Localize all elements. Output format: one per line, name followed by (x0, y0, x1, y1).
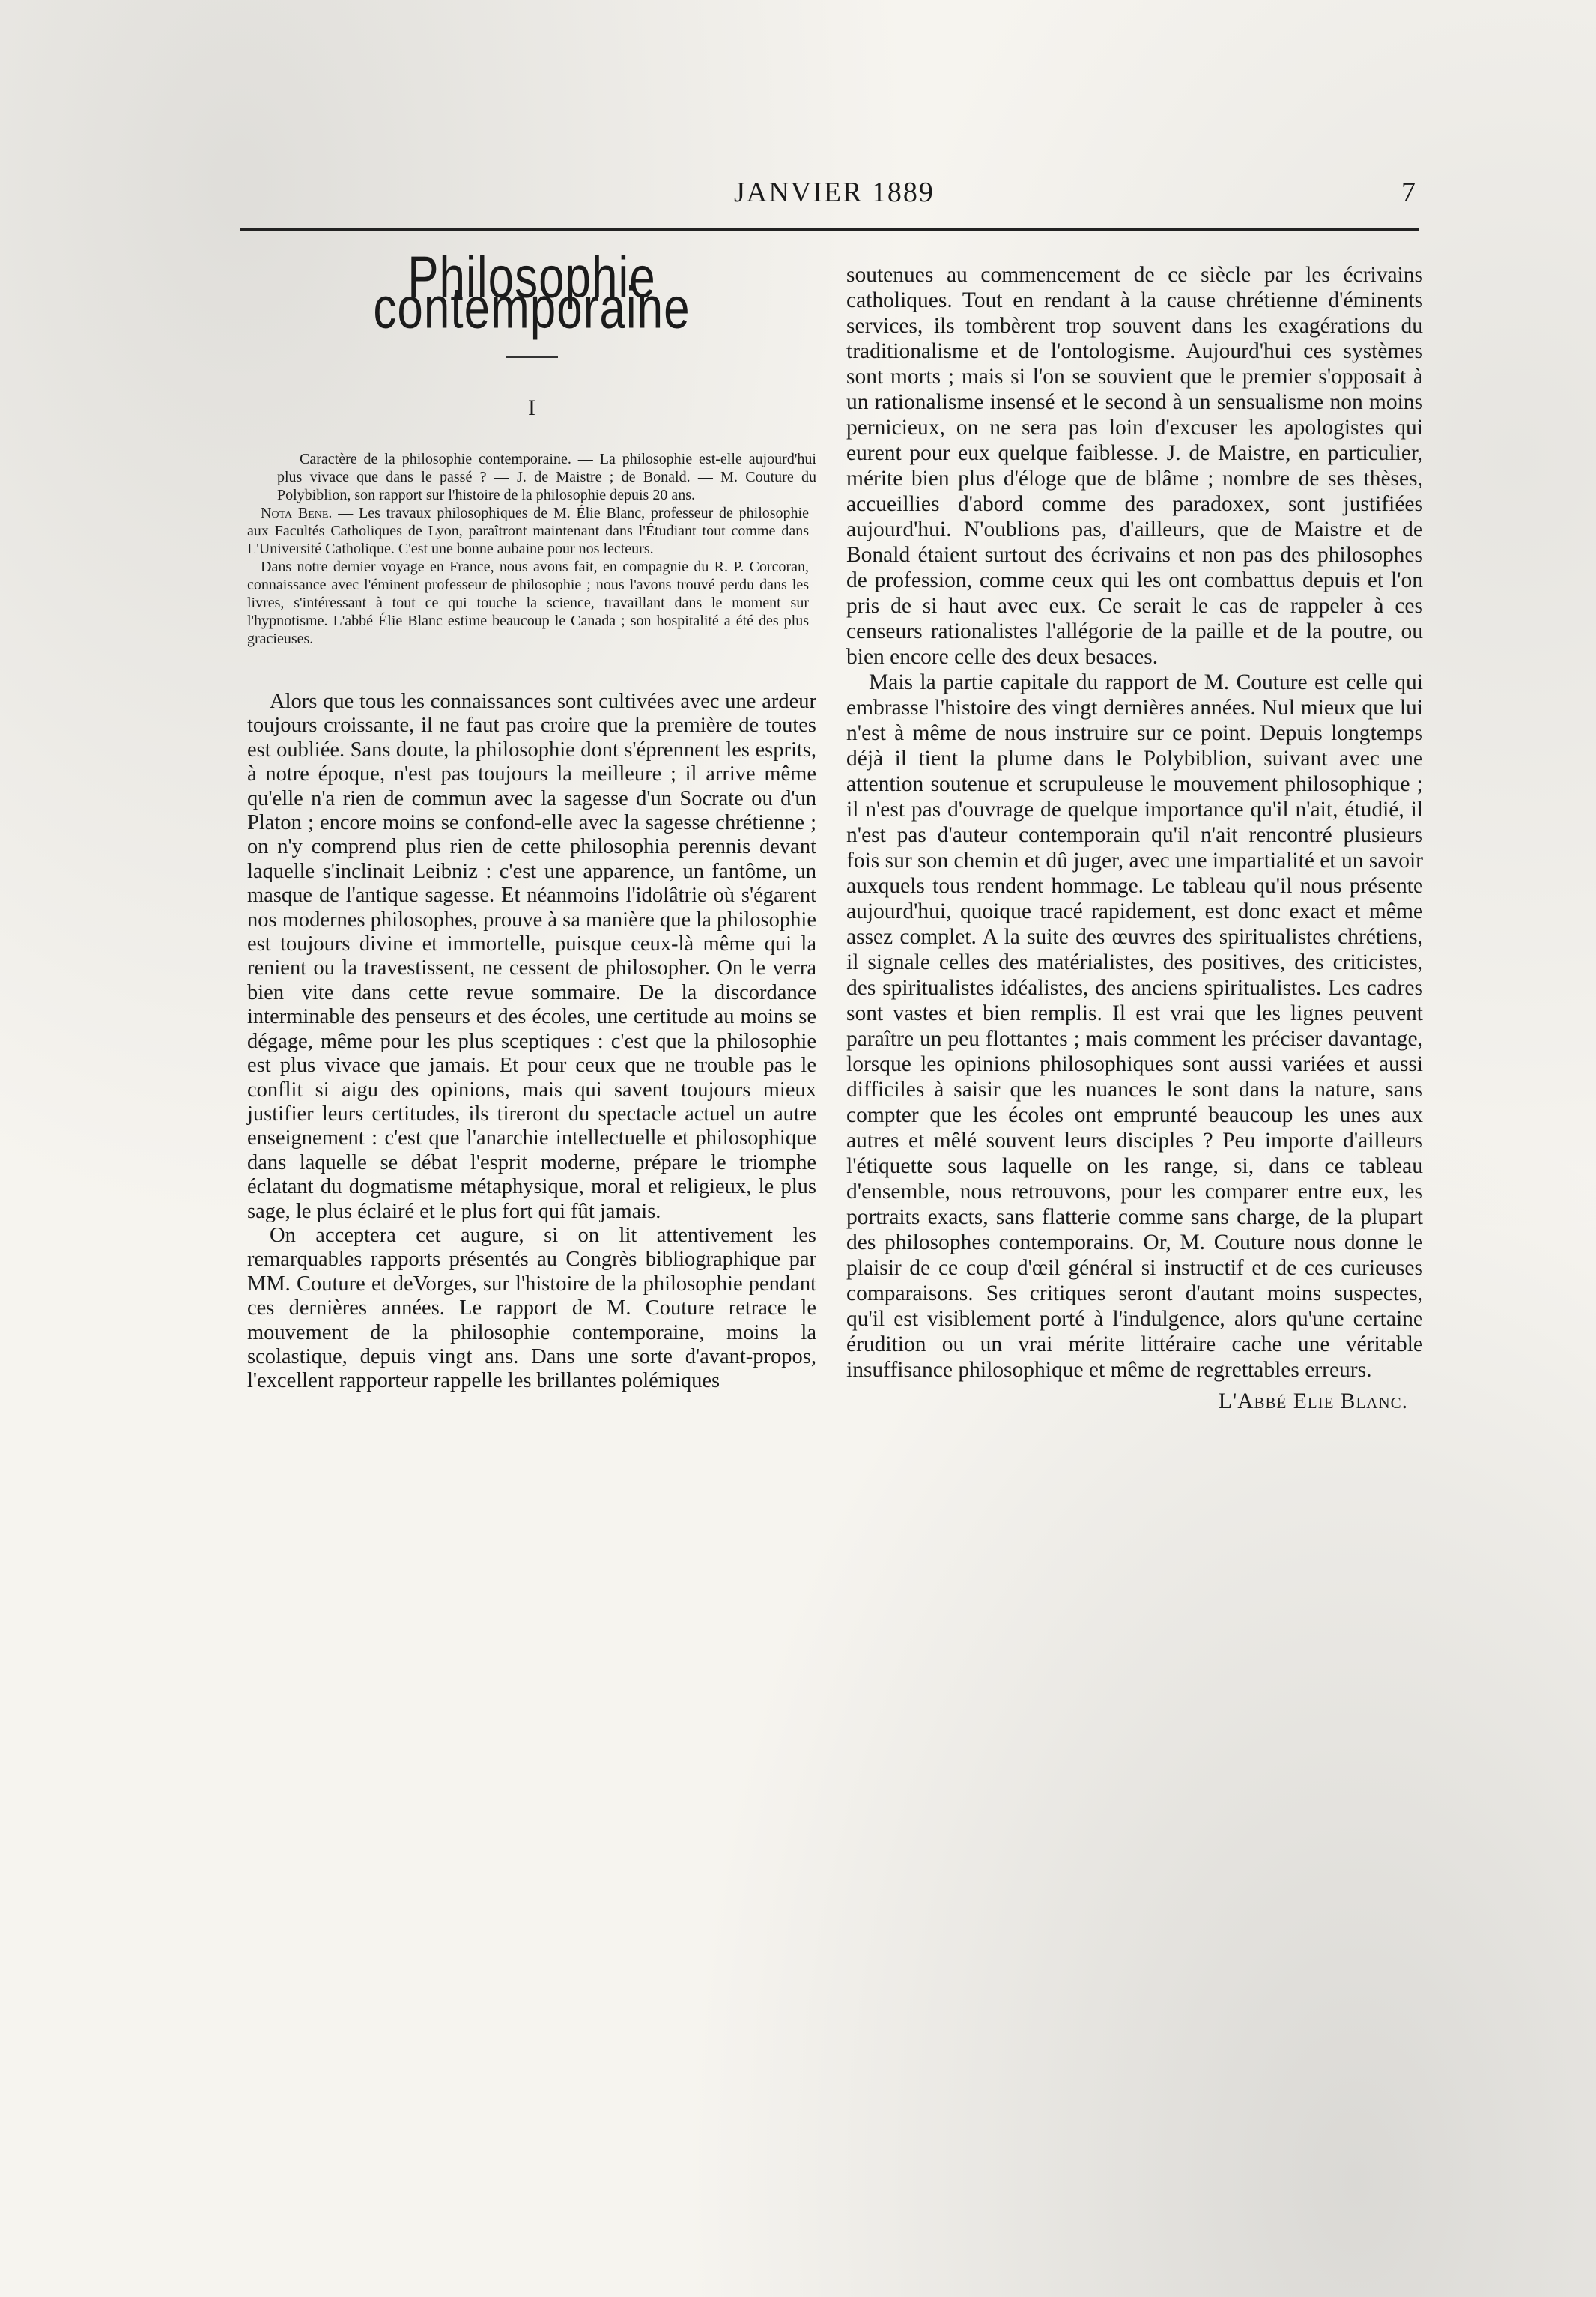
chapter-summary: Caractère de la philosophie contemporaine. — La philosophie est-elle aujourd'hui plus vivace que dans le passé ? — J. de Maistre ; de Bonald. — M. Couture du Polybiblion, son rapport sur l'histoire de la philosophie depuis 20 ans. (277, 451, 816, 503)
body-paragraph: Mais la partie capitale du rapport de M. Couture est celle qui embrasse l'histoire des vingt dernières années. Nul mieux que lui n'est à même de nous instruire sur ce point. Depuis longtemps déjà il tient la plume dans le Polybiblion, suivant avec une attention soutenue et scrupuleuse le mouvement philosophique ; il n'est pas d'ouvrage de quelque importance qu'il n'ait, étudié, il n'est pas d'auteur contemporain qu'il n'ait rencontré plusieurs fois sur son chemin et dû juger, avec une impartialité et un savoir auxquels tous rendent hommage. Le tableau qu'il nous présente aujourd'hui, quoique tracé rapidement, est donc exact et même assez complet. A la suite des œuvres des spiritualistes chrétiens, il signale celles des matérialistes, des positives, des criticistes, des spiritualistes idéalistes, des anciens spiritualistes. Les cadres sont vastes et bien remplis. Il est vrai que les lignes peuvent paraître un peu flottantes ; mais comment les préciser davantage, lorsque les opinions philosophiques sont aussi variées et aussi difficiles à saisir que les nuances le sont dans la nature, sans compter que les écoles ont emprunté beaucoup les unes aux autres et mêlé souvent leurs disciples ? Peu importe d'ailleurs l'étiquette sous laquelle on les range, si, dans ce tableau d'ensemble, nous retrouvons, pour les comparer entre eux, les portraits exacts, sans flatterie comme sans charge, de la plupart des philosophes contemporains. Or, M. Couture nous donne le plaisir de ce coup d'œil général si instructif et de ces curieuses comparaisons. Ses critiques seront d'autant moins suspectes, qu'il est visiblement porté à l'indulgence, alors qu'une certaine érudition ou un vrai mérite littéraire cache une véritable insuffisance philosophique et même de regrettables erreurs. (846, 670, 1423, 1382)
left-column (247, 245, 816, 1394)
nota-paragraph-2: Dans notre dernier voyage en France, nous avons fait, en compagnie du R. P. Corcoran, connaissance avec l'éminent professeur de philosophie ; nous l'avons trouvé perdu dans les livres, s'intéressant à tout ce qui touche la science, travaillant dans le moment sur l'hypnotisme. L'abbé Élie Blanc estime beaucoup le Canada ; son hospitalité a été des plus gracieuses. (247, 559, 809, 647)
left-body (247, 690, 816, 1394)
body-paragraph: On acceptera cet augure, si on lit attentivement les remarquables rapports présentés au Congrès bibliographique par MM. Couture et deVorges, sur l'histoire de la philosophie pendant ces dernières années. Le rapport de M. Couture retrace le mouvement de la philosophie contemporaine, moins la scolastique, depuis vingt ans. Dans une sorte d'avant-propos, l'excellent rapporteur rappelle les brillantes polémiques (247, 1223, 816, 1393)
title-dash (506, 356, 558, 358)
running-title: JANVIER 1889 (734, 177, 935, 208)
author-signature: L'Abbé Elie Blanc. (1218, 1389, 1408, 1413)
body-paragraph: Alors que tous les connaissances sont cultivées avec une ardeur toujours croissante, il ne faut pas croire que la première de toutes est oubliée. Sans doute, la philosophie dont s'éprennent les esprits, à notre époque, n'est pas toujours la meilleure ; il arrive même qu'elle n'a rien de commun avec la sagesse d'un Socrate ou d'un Platon ; encore moins se confond-elle avec la sagesse chrétienne ; on n'y comprend plus rien de cette philosophia perennis devant laquelle s'inclinait Leibniz : c'est une apparence, un fantôme, un masque de l'antique sagesse. Et néanmoins l'idolâtrie où s'égarent nos modernes philosophes, prouve à sa manière que la philosophie est toujours divine et immortelle, puisque ceux-là même qui la renient ou la travestissent, ne cessent de philosopher. On le verra bien vite dans cette revue sommaire. De la discordance interminable des penseurs et des écoles, une certitude au moins se dégage, même pour les plus sceptiques : c'est que la philosophie est plus vivace que jamais. Et pour ceux que ne trouble pas le conflit si aigu des opinions, mais qui savent toujours mieux justifier leurs certitudes, ils tireront du spectacle actuel un autre enseignement : c'est que l'anarchie intellectuelle et philosophique dans laquelle se débat l'esprit moderne, prépare le triomphe éclatant du dogmatisme métaphysique, moral et religieux, le plus sage, le plus éclairé et le plus fort qui fût jamais. (247, 690, 816, 1223)
right-column (846, 262, 1423, 1414)
nota-text-1: — Les travaux philosophiques de M. Élie Blanc, professeur de philosophie aux Facultés Catholiques de Lyon, paraîtront maintenant dans l'Étudiant tout comme dans L'Université Catholique. C'est une bonne aubaine pour nos lecteurs. (247, 505, 809, 557)
page-number: 7 (1401, 177, 1416, 208)
nota-label: Nota Bene. (261, 505, 333, 521)
section-numeral: I (528, 395, 535, 420)
body-paragraph: soutenues au commencement de ce siècle par les écrivains catholiques. Tout en rendant à la cause chrétienne d'éminents services, ils tombèrent trop souvent dans les exagérations du traditionalisme et de l'ontologisme. Aujourd'hui ces systèmes sont morts ; mais si l'on se souvient que le premier s'opposait à un rationalisme insensé et le second à un sensualisme non moins pernicieux, on ne sera pas loin d'excuser les apologistes qui eurent pour eux quelque faiblesse. J. de Maistre, en particulier, mérite bien plus d'éloge que de blâme ; nombre de ses thèses, accueillies d'abord comme des paradoxex, sont justifiées aujourd'hui. N'oublions pas, d'ailleurs, que de Maistre et de Bonald étaient surtout des écrivains et non pas des philosophes de profession, comme ceux qui les ont combattus depuis et l'on pris de si haut avec eux. Ce serait le cas de rappeler à ces censeurs rationalistes l'allégorie de la paille et de la poutre, ou bien encore celle des deux besaces. (846, 263, 1423, 669)
header-rule (240, 228, 1419, 231)
nota-bene (247, 504, 809, 648)
nota-paragraph-1 (247, 504, 809, 558)
article-title: Philosophie contemporaine (373, 245, 691, 341)
running-header (240, 176, 1416, 221)
